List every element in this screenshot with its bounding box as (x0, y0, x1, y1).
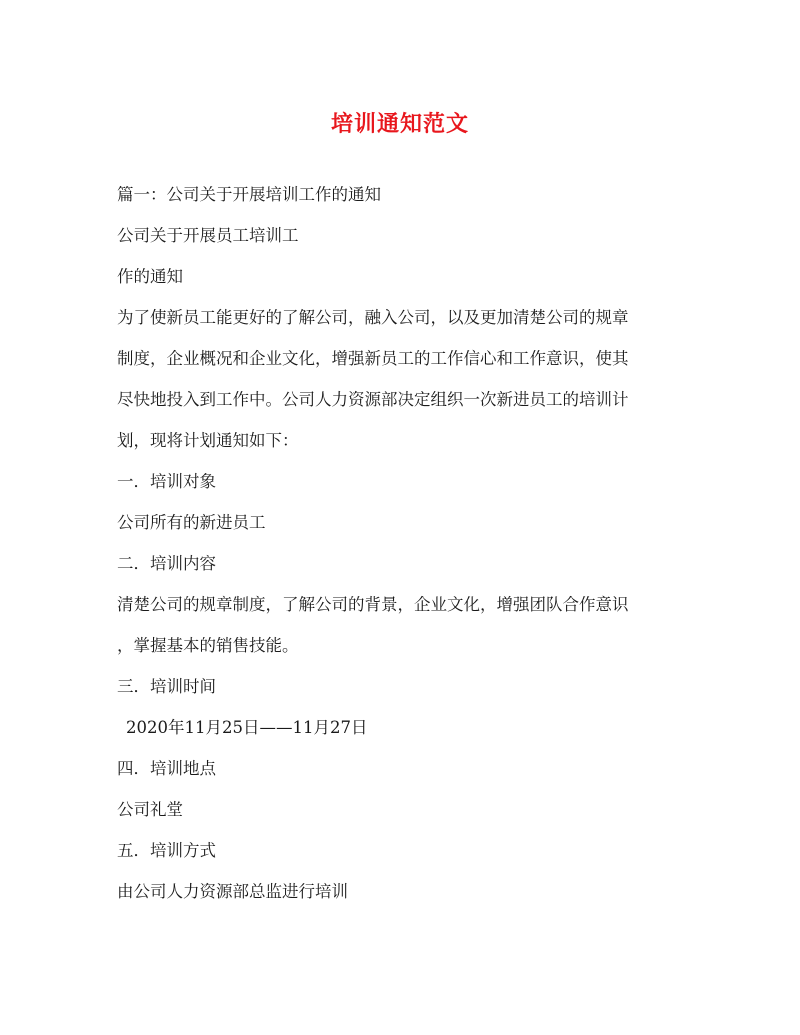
training-content-line-2: ，掌握基本的销售技能。 (117, 636, 299, 655)
section-heading-training-content: 二．培训内容 (117, 554, 216, 573)
document-body (117, 174, 689, 912)
section-heading-training-time: 三．培训时间 (117, 677, 216, 696)
training-content-line-1: 清楚公司的规章制度，了解公司的背景，企业文化，增强团队合作意识 (117, 595, 629, 614)
paragraph-intro-line-1: 为了使新员工能更好的了解公司，融入公司，以及更加清楚公司的规章 (117, 308, 629, 327)
notice-title-line-1: 公司关于开展员工培训工 (117, 226, 299, 245)
paragraph-intro-line-2: 制度，企业概况和企业文化，增强新员工的工作信心和工作意识，使其 (117, 349, 629, 368)
document-title: 培训通知范文 (330, 111, 469, 137)
training-target-text: 公司所有的新进员工 (117, 513, 266, 532)
notice-title-line-2: 作的通知 (117, 267, 183, 286)
training-time-text: 2020年11月25日——11月27日 (126, 718, 368, 737)
paragraph-intro-line-4: 划，现将计划通知如下： (117, 431, 299, 450)
training-method-text: 由公司人力资源部总监进行培训 (117, 882, 348, 901)
section-heading-chapter-one: 篇一：公司关于开展培训工作的通知 (117, 185, 381, 204)
paragraph-intro-line-3: 尽快地投入到工作中。公司人力资源部决定组织一次新进员工的培训计 (117, 390, 629, 409)
section-heading-training-method: 五．培训方式 (117, 841, 216, 860)
training-location-text: 公司礼堂 (117, 800, 183, 819)
section-heading-training-location: 四．培训地点 (117, 759, 216, 778)
section-heading-training-target: 一．培训对象 (117, 472, 216, 491)
